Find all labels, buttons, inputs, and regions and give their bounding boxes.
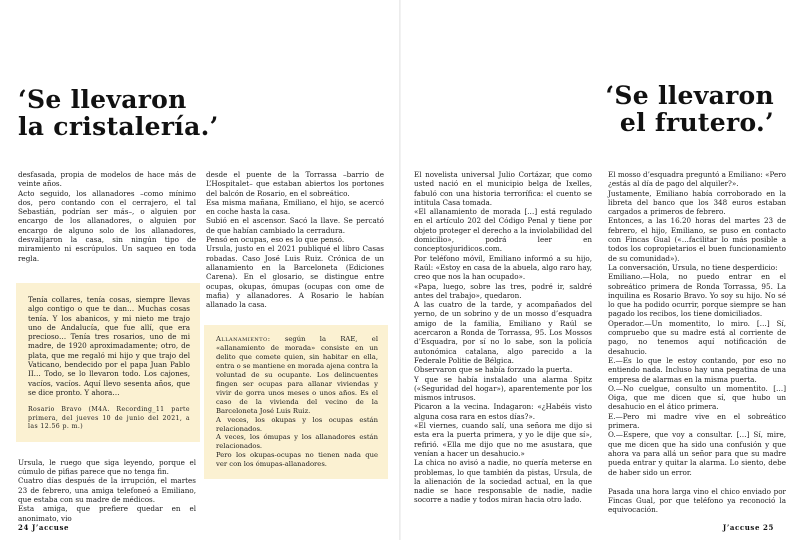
paragraph: Justamente, Emiliano había corroborado en la libreta del banco que los 348 euros estaban cargados a primeros de febrero. <box>608 188 786 217</box>
right-column-2 <box>608 170 786 515</box>
glossary-note: Pero los okupas-ocupas no tienen nada que ver con los ómupas-allanadores. <box>216 451 378 469</box>
paragraph: desde el puente de la Torrassa –barrio de L’Hospitalet– que estaban abiertos los portones del balcón de Rosario, en el sobreático. <box>206 170 384 198</box>
paragraph: A las cuatro de la tarde, y acompañados del yerno, de un sobrino y de un mosso d’esquadra amigo de la familia, Emiliano y Raúl se acercaron a Ronda de Torrassa, 95. Los Mossos d’Esquadra, por sí no lo sabe, son la policía autonómica catalana, algo parecido a la Federale Politie de Bélgica. <box>414 300 592 365</box>
paragraph: Observaron que se había forzado la puerta. <box>414 365 573 375</box>
quote-text: Tenía collares, tenía cosas, siempre llevas algo contigo o que te dan… Muchas cosas tenía. Y los abanicos, y mi nieto me trajo uno de Andalucía, que fue allí, que era precioso… Tenía tres rosarios, uno de mi madre, de 1920 aproximadamente; otro, de plata, que me regaló mi hijo y que trajo del Vaticano, bendecido por el papa Juan Pablo II… Todo, se lo llevaron todo. Los cajones, vacíos, vacíos. Aquí llevo sesenta años, que se dice pronto. Y ahora… <box>28 294 190 397</box>
paragraph: Subió en el ascensor. Sacó la llave. Se percató de que habían cambiado la cerradura. <box>206 216 384 235</box>
right-page <box>400 0 800 540</box>
paragraph: Pasada una hora larga vino el chico enviado por Fincas Gual, por que teléfono ya reconoció la equivocación. <box>608 486 786 515</box>
paragraph: Esta amiga, que prefiere quedar en el anonimato, vio <box>18 504 196 523</box>
paragraph: Cuatro días después de la irrupción, el martes 23 de febrero, una amiga telefoneó a Emiliano, que estaba con su madre de médicos. <box>18 476 196 504</box>
right-headline-line-2: el frutero.’ <box>619 108 774 137</box>
right-headline-line-1: ‘Se llevaron <box>605 81 774 110</box>
paragraph: desfasada, propia de modelos de hace más de veinte años. <box>18 170 196 189</box>
dialogue-line: E.—Es lo que le estoy contando, por eso no entiendo nada. Incluso hay una pegatina de una empresa de alarmas en la misma puerta. <box>608 355 786 384</box>
paragraph: El mosso d’esquadra preguntó a Emiliano: «Pero ¿estás al día de pago del alquiler?». <box>608 170 786 189</box>
left-column-1 <box>18 170 196 523</box>
paragraph: El novelista universal Julio Cortázar, que como usted nació en el municipio belga de Ixelles, fabuló con una historia terrorífica: el cuento se intitula Casa tomada. <box>414 170 592 207</box>
paragraph: Y que se había instalado una alarma Spitz («Seguridad del hogar»), aparentemente por los mismos intrusos. <box>414 374 592 403</box>
left-headline-line-2: la cristalería.’ <box>18 112 219 141</box>
glossary-entry <box>216 335 378 415</box>
dialogue-line: O.—No cuelgue, consulto un momentito. […] Oiga, que me dicen que sí, que hubo un desahucio en el ático primera. <box>608 383 786 412</box>
paragraph: Acto seguido, los allanadores –como mínimo dos, pero contando con el cerrajero, el tal Sebastián, podrían ser más–, o alguien por encargo de los allanadores, o alguien por encargo de alguno solo de los allanadores, desvalijaron la casa, sin ningún tipo de miramiento ni escrúpulos. Un saqueo en toda regla. <box>18 188 196 263</box>
quote-box <box>16 283 200 442</box>
paragraph: Picaron a la vecina. Indagaron: «¿Habéis visto alguna cosa rara en estos días?». <box>414 402 592 421</box>
paragraph: La conversación, Ursula, no tiene desperdicio: <box>608 262 778 272</box>
left-column-2 <box>206 170 384 510</box>
paragraph: La chica no avisó a nadie, no quería meterse en problemas, lo que también da pistas, Ursula, de la alienación de la sociedad actual, en la que nadie se hace responsable de nadie, nadie socorre a nadie y todos miran hacia otro lado. <box>414 458 592 505</box>
right-headline <box>605 82 774 136</box>
left-headline-line-1: ‘Se llevaron <box>18 85 187 114</box>
glossary-note: A veces, los ómupas y los allanadores están relacionados. <box>216 433 378 451</box>
dialogue-line: O.—Espere, que voy a consultar. […] Sí, mire, que me dicen que ha sido una confusión y que ahora va para allá un señor para que su madre pueda entrar y quitar la alarma. Lo siento, debe de haber sido un error. <box>608 430 786 477</box>
glossary-definition: según la RAE, el «allanamiento de morada» consiste en un delito que comete quien, sin habitar en ella, entra o se mantiene en morada ajena contra la voluntad de su ocupante. Los delincuentes fingen ser ocupas para allanar viviendas y vivir de gorra unos meses o unos años. Es el caso de la vivienda del vecino de la Barceloneta José Luis Ruiz. <box>216 335 378 415</box>
right-folio: J’accuse 25 <box>722 523 774 532</box>
dialogue-line: Emiliano.—Hola, no puedo entrar en el sobreático primera de Ronda Torrassa, 95. La inquilina es Rosario Bravo. Yo soy su hijo. No sé lo que ha podido ocurrir, porque siempre se han pagado los recibos, los tiene domiciliados. <box>608 272 786 319</box>
left-headline <box>18 86 219 140</box>
paragraph: «Papa, luego, sobre las tres, podré ir, saldré antes del trabajo», quedaron. <box>414 281 592 300</box>
right-column-1 <box>414 170 592 510</box>
dialogue-line: Operador.—Un momentito, lo miro. […] Sí, compruebo que su madre está al corriente de pago, no tenemos aquí notificación de desahucio. <box>608 318 786 356</box>
paragraph: «El allanamiento de morada […] está regulado en el artículo 202 del Código Penal y tiene por objeto proteger el derecho a la inviolabilidad del domicilio», podrá leer en conceptosjuridicos.com. <box>414 207 592 254</box>
paragraph: Entonces, a las 16.20 horas del martes 23 de febrero, el hijo, Emiliano, se puso en contacto con Fincas Gual («…facilitar lo más posible a todos los copropietarios el buen funcionamiento de su comunidad»). <box>608 216 786 263</box>
paragraph: Ursula, le ruego que siga leyendo, porque el cúmulo de pifias parece que no tenga fin. <box>18 457 196 477</box>
glossary-term: Allanamiento: <box>216 335 271 344</box>
paragraph: «El viernes, cuando salí, una señora me dijo si esta era la puerta primera, y yo le dije que sí», refirió. «Ella me dijo que no me asustara, que venían a hacer un desahucio.» <box>414 421 592 458</box>
paragraph: Pensó en ocupas, eso es lo que pensó. <box>206 235 345 245</box>
glossary-box <box>204 325 388 479</box>
paragraph: Por teléfono móvil, Emiliano informó a su hijo, Raúl: «Estoy en casa de la abuela, algo raro hay, creo que nos la han ocupado». <box>414 253 592 282</box>
paragraph: Esa misma mañana, Emiliano, el hijo, se acercó en coche hasta la casa. <box>206 197 384 217</box>
left-folio: 24 J’accuse <box>18 523 70 532</box>
paragraph: Ursula, justo en el 2021 publiqué el libro Casas robadas. Caso José Luis Ruiz. Crónica de un allanamiento en la Barceloneta (Ediciones Carena). En el glosario, se distingue entre ocupas, okupas, ómupas (ocupas con ome de mafia) y allanadores. A Rosario le habían allanado la casa. <box>206 244 384 310</box>
glossary-note: A veces, los okupas y los ocupas están relacionados. <box>216 415 378 433</box>
quote-credit: Rosario Bravo (M4A. Recording_11 parte primera, del jueves 10 de junio del 2021, a las 12.56 p. m.) <box>28 406 190 431</box>
dialogue-line: E.—Pero mi madre vive en el sobreático primera. <box>608 411 786 431</box>
